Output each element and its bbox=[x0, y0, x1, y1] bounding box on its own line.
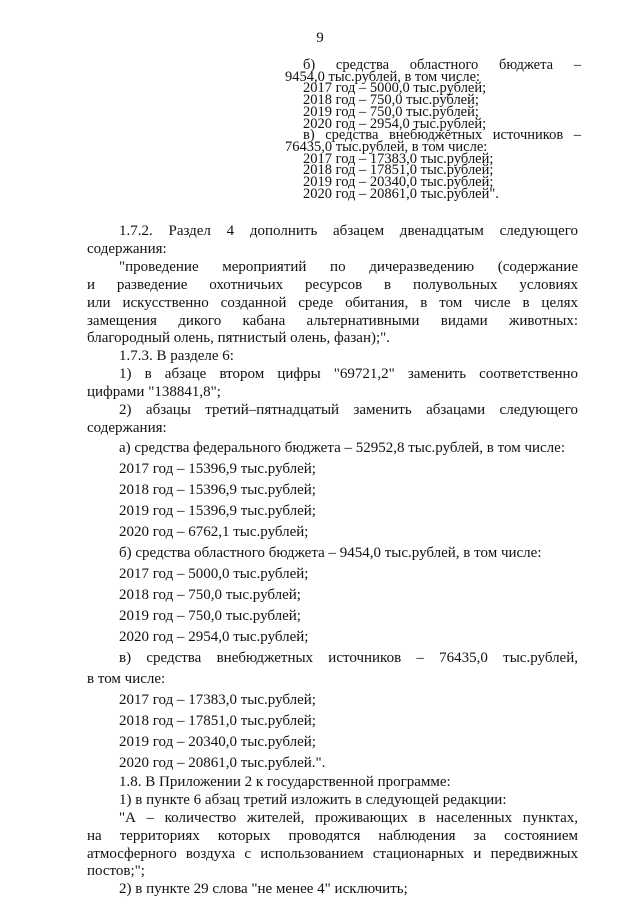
extrabudgetary-line: в) средства внебюджетных источников – 76435,0 тыс.рублей, bbox=[119, 649, 578, 666]
quote-line: благородный олень, пятнистый олень, фазан);". bbox=[87, 330, 391, 347]
paragraph-1-7-2: 1.7.2. Раздел 4 дополнить абзацем двенадцатым следующего bbox=[119, 223, 578, 239]
page-number: 9 bbox=[316, 30, 324, 46]
paragraph-1-7-3: 1.7.3. В разделе 6: bbox=[119, 348, 234, 365]
year-line: 2019 год – 20340,0 тыс.рублей; bbox=[119, 733, 316, 750]
year-line: 2018 год – 750,0 тыс.рублей; bbox=[119, 586, 301, 603]
text-line: в том числе: bbox=[87, 670, 166, 687]
text-line: 2) абзацы третий–пятнадцатый заменить абзацами следующего bbox=[119, 402, 578, 419]
funding-line: 76435,0 тыс.рублей, в том числе: bbox=[285, 138, 488, 155]
funding-line: 2018 год – 750,0 тыс.рублей; bbox=[303, 92, 479, 109]
funding-continuation-block bbox=[285, 57, 581, 202]
text-line: содержания: bbox=[87, 419, 167, 436]
funding-line: 2020 год – 2954,0 тыс.рублей; bbox=[303, 115, 487, 132]
funding-lines bbox=[285, 57, 581, 202]
funding-line: 2020 год – 20861,0 тыс.рублей". bbox=[303, 185, 499, 202]
quote-line: постов;"; bbox=[87, 863, 145, 880]
quote-line: и разведение охотничьих ресурсов в полувольных условиях bbox=[87, 276, 578, 293]
quote-line: или искусственно созданной среде обитания, в том числе в целях bbox=[87, 294, 578, 311]
quote-line: "А – количество жителей, проживающих в населенных пунктах, bbox=[119, 809, 578, 826]
funding-line: 9454,0 тыс.рублей, в том числе: bbox=[285, 68, 481, 85]
funding-line: б) средства областного бюджета – bbox=[303, 57, 581, 73]
text-line: 2) в пункте 29 слова "не менее 4" исключить; bbox=[119, 881, 408, 898]
year-line: 2017 год – 15396,9 тыс.рублей; bbox=[119, 460, 316, 477]
funding-line: 2017 год – 5000,0 тыс.рублей; bbox=[303, 80, 487, 97]
year-line: 2018 год – 15396,9 тыс.рублей; bbox=[119, 481, 316, 498]
funding-line: 2019 год – 750,0 тыс.рублей; bbox=[303, 103, 479, 120]
funding-line: в) средства внебюджетных источников – bbox=[303, 127, 581, 144]
text-line: 1) в пункте 6 абзац третий изложить в следующей редакции: bbox=[119, 791, 507, 808]
year-line: 2020 год – 2954,0 тыс.рублей; bbox=[119, 628, 309, 645]
federal-budget-line: а) средства федерального бюджета – 52952,8 тыс.рублей, в том числе: bbox=[119, 439, 565, 456]
year-line: 2019 год – 15396,9 тыс.рублей; bbox=[119, 502, 316, 519]
text-line: цифрами "138841,8"; bbox=[87, 384, 221, 401]
quote-line: "проведение мероприятий по дичеразведению (содержание bbox=[119, 258, 578, 275]
year-line: 2017 год – 5000,0 тыс.рублей; bbox=[119, 565, 309, 582]
text-line: содержания: bbox=[87, 240, 167, 257]
text-line: 1) в абзаце втором цифры "69721,2" заменить соответственно bbox=[119, 366, 578, 383]
funding-line: 2019 год – 20340,0 тыс.рублей; bbox=[303, 174, 494, 191]
quote-line: замещения дикого кабана альтернативными видами животных: bbox=[87, 312, 578, 329]
funding-line: 2018 год – 17851,0 тыс.рублей; bbox=[303, 162, 494, 179]
quote-line: атмосферного воздуха с использованием стационарных и передвижных bbox=[87, 845, 578, 862]
quote-line: на территориях которых проводятся наблюдения за состоянием bbox=[87, 827, 578, 844]
regional-budget-line: б) средства областного бюджета – 9454,0 тыс.рублей, в том числе: bbox=[119, 544, 542, 561]
year-line: 2019 год – 750,0 тыс.рублей; bbox=[119, 607, 301, 624]
year-line: 2017 год – 17383,0 тыс.рублей; bbox=[119, 691, 316, 708]
year-line: 2020 год – 6762,1 тыс.рублей; bbox=[119, 523, 309, 540]
year-line: 2020 год – 20861,0 тыс.рублей.". bbox=[119, 754, 326, 771]
paragraph-1-8: 1.8. В Приложении 2 к государственной программе: bbox=[119, 773, 451, 790]
funding-line: 2017 год – 17383,0 тыс.рублей; bbox=[303, 150, 494, 167]
document-body bbox=[87, 223, 578, 899]
year-line: 2018 год – 17851,0 тыс.рублей; bbox=[119, 712, 316, 729]
